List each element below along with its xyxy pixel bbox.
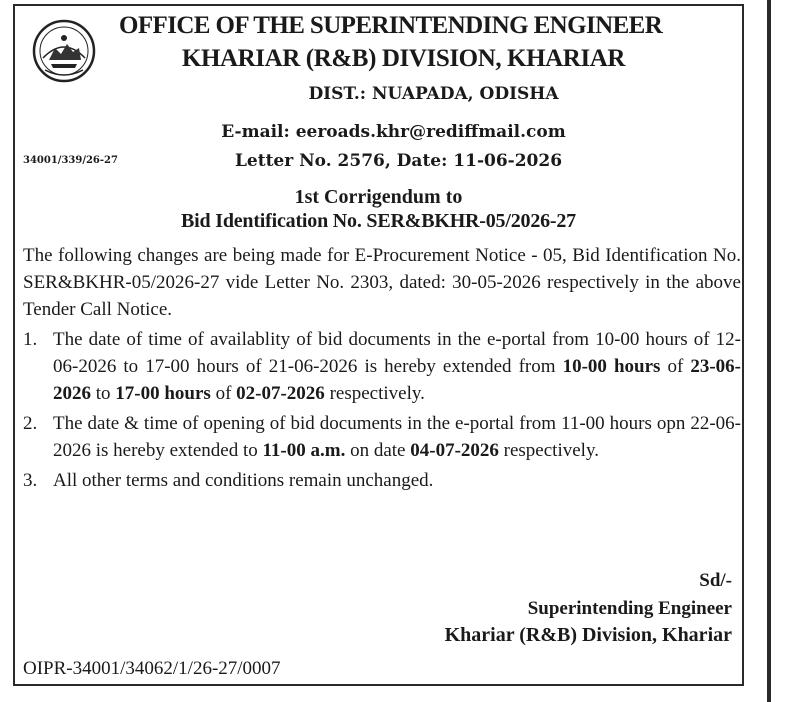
column-rule xyxy=(767,0,771,702)
signature-sd: Sd/- xyxy=(699,570,732,591)
list-item xyxy=(23,410,741,464)
email-line: E-mail: eeroads.khr@rediffmail.com xyxy=(221,122,566,142)
district-line: DIST.: NUAPADA, ODISHA xyxy=(308,84,559,104)
division-title: KHARIAR (R&B) DIVISION, KHARIAR xyxy=(181,45,626,72)
item-text: The date & time of opening of bid documents in the e-portal from 11-00 hours opn 22-06-2026 is hereby extended to 11-00 a.m. on date 04-07-2026 respectively. xyxy=(53,413,741,461)
reference-code: 34001/339/26-27 xyxy=(23,155,118,166)
item-number: 3. xyxy=(23,470,38,491)
item-number: 2. xyxy=(23,413,38,434)
corrigendum-heading: 1st Corrigendum to xyxy=(294,186,463,208)
item-number: 1. xyxy=(23,329,38,350)
oipr-code: OIPR-34001/34062/1/26-27/0007 xyxy=(23,658,281,679)
signatory-designation: Superintending Engineer xyxy=(527,598,732,619)
intro-paragraph: The following changes are being made for E-Procurement Notice - 05, Bid Identification No. SER&BKHR-05/2026-27 vide Letter No. 2303, dated: 30-05-2026 respectively in the above Tender Call Notice. xyxy=(23,245,741,320)
office-title: OFFICE OF THE SUPERINTENDING ENGINEER xyxy=(119,12,663,39)
item-text: The date of time of availablity of bid documents in the e-portal from 10-00 hours of 12-06-2026 to 17-00 hours of 21-06-2026 is hereby extended from 10-00 hours of 23-06-2026 to 17-00 hours of 02-07-2026 respectively. xyxy=(53,329,741,404)
tender-notice xyxy=(13,4,744,686)
bid-identification-heading: Bid Identification No. SER&BKHR-05/2026-27 xyxy=(181,210,576,232)
item-text: All other terms and conditions remain unchanged. xyxy=(53,470,434,491)
list-item xyxy=(23,467,741,494)
list-item xyxy=(23,326,741,407)
signatory-division: Khariar (R&B) Division, Khariar xyxy=(444,624,732,646)
change-list xyxy=(23,326,741,497)
letter-number: Letter No. 2576, Date: 11-06-2026 xyxy=(234,151,563,171)
